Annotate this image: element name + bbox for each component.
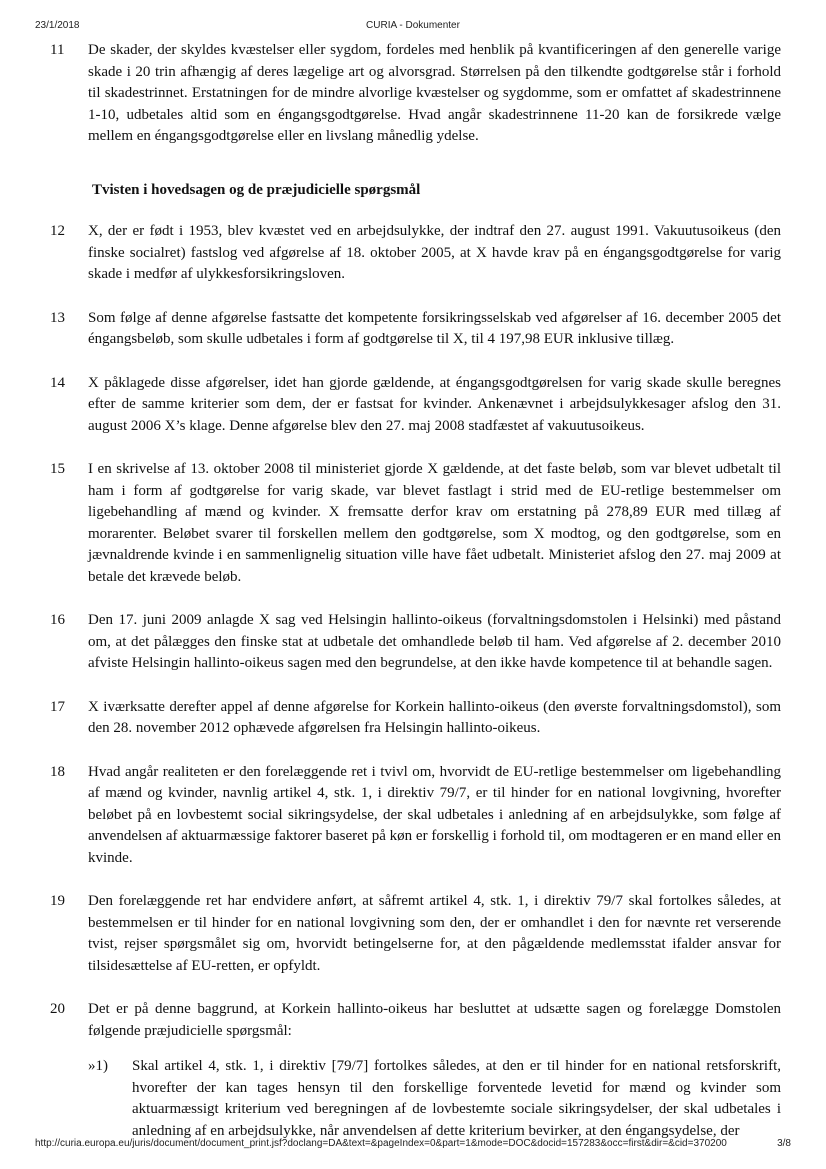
paragraph-text: Hvad angår realiteten er den forelæggende ret i tvivl om, hvorvidt de EU-retlige bestemmelser om ligebehandling af mænd og kvinder, navnlig artikel 4, stk. 1, i direktiv 79/7, er til hinder for en national lovgivning, hvorefter beløbet på en lovbestemt social sikringsydelse, der skal udbetales i anledning af en arbejdsulykke, som følge af anvendelsen af aktuarmæssige faktorer baseret på køn er forskellig i forhold til, om modtageren er en mand eller en kvinde. — [88, 763, 781, 866]
paragraph-11 — [50, 40, 781, 148]
page-number: 3/8 — [777, 1138, 791, 1149]
paragraph-text: De skader, der skyldes kvæstelser eller sygdom, fordeles med henblik på kvantificeringen af den generelle varige skade i 20 trin afhængig af deres lægelige art og alvorsgrad. Størrelsen på den tilkendte godtgørelse står i forhold til skadestrinnet. Erstatningen for de mindre alvorlige kvæstelser og sygdomme, som er omfattet af skadestrinnene 1-10, udbetales altid som en éngangsgodtgørelse. Hvad angår skadestrinnene 11-20 kan de forsikrede vælge mellem en éngangsgodtgørelse eller en livslang månedlig ydelse. — [88, 42, 781, 144]
print-date: 23/1/2018 — [35, 20, 80, 31]
paragraph-13 — [50, 308, 781, 351]
question-number: »1) — [88, 1058, 108, 1074]
preliminary-question-1 — [50, 1056, 781, 1142]
paragraph-number: 17 — [50, 698, 65, 715]
paragraph-text: Det er på denne baggrund, at Korkein hallinto-oikeus har besluttet at udsætte sagen og forelægge Domstolen følgende præjudicielle spørgsmål: — [88, 1001, 781, 1039]
section-heading: Tvisten i hovedsagen og de præjudicielle spørgsmål — [92, 181, 421, 198]
paragraph-text: I en skrivelse af 13. oktober 2008 til ministeriet gjorde X gældende, at det faste beløb, som var blevet udbetalt til ham i form af godtgørelse for varig skade, var blevet fastlagt i strid med de EU-retlige bestemmelser om ligebehandling af mænd og kvinder. X fremsatte derfor krav om erstatning på 278,89 EUR med tillæg af morarenter. Beløbet svarer til forskellen mellem den godtgørelse, som X modtog, og den godtgørelse, som en jævnaldrende kvinde i en sammenlignelig situation ville have fået udbetalt. Ministeriet afslog den 27. maj 2009 at betale det krævede beløb. — [88, 461, 781, 585]
paragraph-number: 16 — [50, 612, 65, 628]
paragraph-18 — [50, 762, 781, 870]
paragraph-15 — [50, 459, 781, 588]
paragraph-number: 12 — [50, 223, 65, 239]
question-text: Skal artikel 4, stk. 1, i direktiv [79/7] fortolkes således, at den er til hinder for en national retsforskrift, hvorefter der kan tages hensyn til den forskellige forventede levetid for mænd og kvinder som aktuarmæssigt kriterium ved beregningen af de lovbestemte sociale sikringsydelser, der skal udbetales i anledning af en arbejdsulykke, når anvendelsen af dette kriterium bevirker, at den éngangsydelse, der — [132, 1058, 781, 1139]
print-footer — [35, 1138, 791, 1152]
paragraph-number: 13 — [50, 309, 65, 326]
paragraph-number: 19 — [50, 893, 65, 909]
paragraph-20 — [50, 999, 781, 1042]
paragraph-text: Som følge af denne afgørelse fastsatte det kompetente forsikringsselskab ved afgørelser af 16. december 2005 det éngangsbeløb, som skulle udbetales i form af godtgørelse til X, til 4 197,98 EUR inklusive tillæg. — [88, 309, 781, 347]
paragraph-number: 14 — [50, 374, 65, 391]
paragraph-17 — [50, 697, 781, 740]
print-header — [35, 20, 791, 34]
paragraph-number: 15 — [50, 461, 65, 477]
paragraph-text: Den forelæggende ret har endvidere anført, at såfremt artikel 4, stk. 1, i direktiv 79/7 skal fortolkes således, at bestemmelsen er til hinder for en national lovgivning som den, der er omhandlet i den for nævnte ret verserende tvist, rejser spørgsmålet sig om, hvorvidt betingelserne for, at den pågældende medlemsstat ifalder ansvar for tilsidesættelse af EU-retten, er opfyldt. — [88, 893, 781, 974]
paragraph-14 — [50, 373, 781, 438]
paragraph-text: X påklagede disse afgørelser, idet han gjorde gældende, at éngangsgodtgørelsen for varig skade skulle beregnes efter de samme kriterier som dem, der er fastsat for kvinder. Ankenævnet i arbejdsulykkesager afslog den 31. august 2006 X’s klage. Denne afgørelse blev den 27. maj 2008 stadfæstet af vakuutusoikeus. — [88, 374, 781, 434]
paragraph-number: 20 — [50, 1001, 65, 1017]
footer-url: http://curia.europa.eu/juris/document/document_print.jsf?doclang=DA&text=&pageIndex=0&part=1&mode=DOC&docid=157283&occ=first&dir=&cid=370200 — [35, 1138, 727, 1149]
paragraph-text: X, der er født i 1953, blev kvæstet ved en arbejdsulykke, der indtraf den 27. august 1991. Vakuutusoikeus (den finske socialret) fastslog ved afgørelse af 18. oktober 2005, at X havde krav på en éngangsgodtgørelse for varig skade i medfør af ulykkesforsikringsloven. — [88, 223, 781, 282]
paragraph-number: 18 — [50, 763, 65, 780]
paragraph-number: 11 — [50, 42, 65, 58]
paragraph-16 — [50, 610, 781, 675]
paragraph-19 — [50, 891, 781, 977]
paragraph-text: Den 17. juni 2009 anlagde X sag ved Helsingin hallinto-oikeus (forvaltningsdomstolen i Helsinki) med påstand om, at det pålægges den finske stat at udbetale det omhandlede beløb til ham. Ved afgørelse af 2. december 2010 afviste Helsingin hallinto-oikeus sagen med den begrundelse, at den ikke havde kompetence til at behandle sagen. — [88, 612, 781, 671]
print-title: CURIA - Dokumenter — [366, 20, 460, 31]
document-body — [50, 40, 781, 1142]
paragraph-12 — [50, 221, 781, 286]
paragraph-text: X iværksatte derefter appel af denne afgørelse for Korkein hallinto-oikeus (den øverste forvaltningsdomstol), som den 28. november 2012 ophævede afgørelsen fra Helsingin hallinto-oikeus. — [88, 698, 781, 736]
